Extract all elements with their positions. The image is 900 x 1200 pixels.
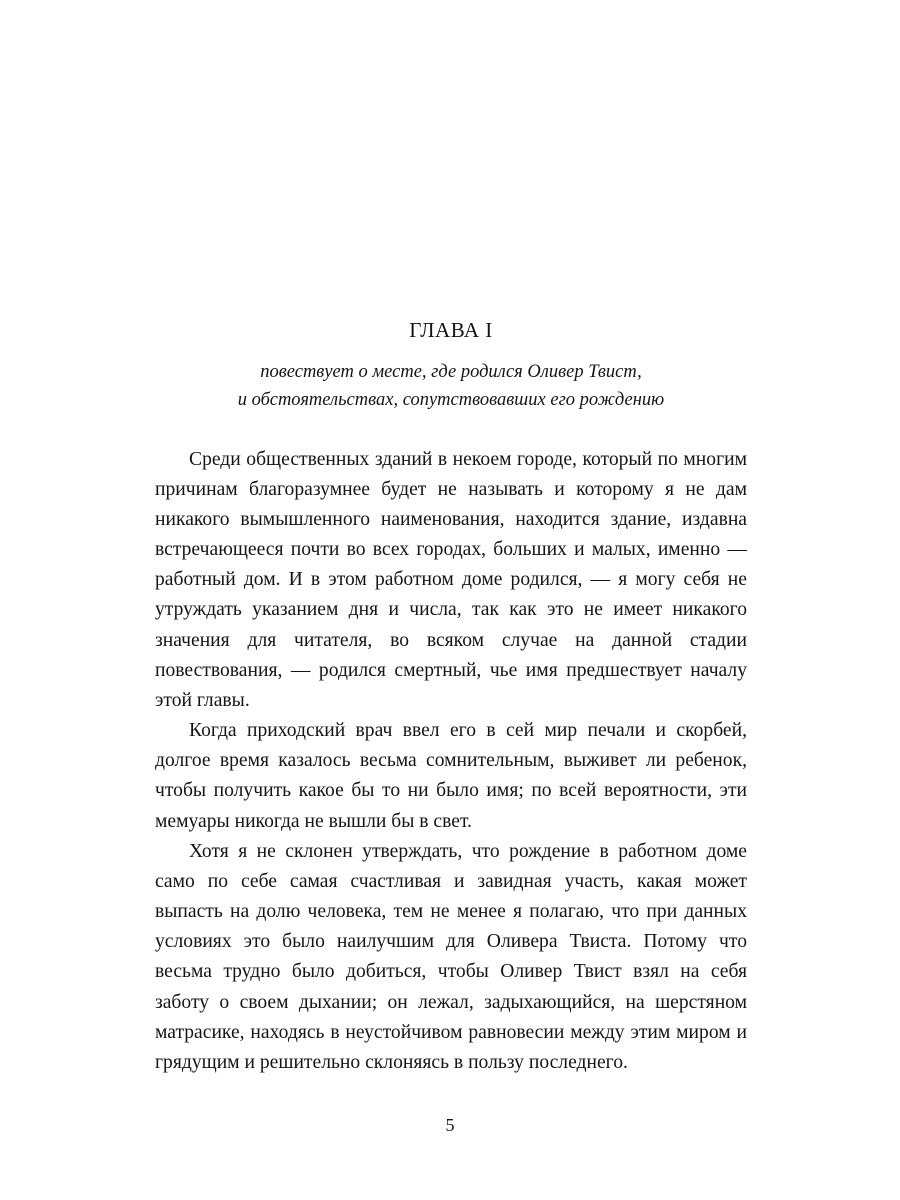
chapter-title: ГЛАВА I	[409, 318, 493, 342]
page-number: 5	[445, 1115, 455, 1135]
chapter-subtitle	[155, 359, 747, 415]
body-paragraph: Хотя я не склонен утверждать, что рождение в работном доме само по себе самая счастливая и завидная участь, какая может выпасть на долю человека, тем не менее я полагаю, что при данных условиях это было наилучшим для Оливера Твиста. Потому что весьма трудно было добиться, чтобы Оливер Твист взял на себя заботу о своем дыхании; он лежал, задыхающийся, на шерстяном матрасике, находясь в неустойчивом равновесии между этим миром и грядущим и решительно склоняясь в пользу последнего.	[155, 840, 747, 1073]
chapter-subtitle-line-1: повествует о месте, где родился Оливер Твист,	[260, 362, 642, 382]
body-paragraph: Когда приходский врач ввел его в сей мир печали и скорбей, долгое время казалось весьма сомнительным, выживет ли ребенок, чтобы получить какое бы то ни было имя; по всей вероятности, эти мемуары никогда не вышли бы в свет.	[155, 720, 747, 832]
chapter-subtitle-line-2: и обстоятельствах, сопутствовавших его рождению	[237, 389, 665, 410]
body-paragraph: Среди общественных зданий в некоем городе, который по многим причинам благоразумнее будет не называть и которому я не дам никакого вымышленного наименования, находится здание, издавна встречающееся почти во всех городах, больших и малых, именно — работный дом. И в этом работном доме родился, — я могу себя не утруждать указанием дня и числа, так как это не имеет никакого значения для читателя, во всяком случае на данной стадии повествования, — родился смертный, чье имя предшествует началу этой главы.	[155, 448, 747, 711]
page-text-block	[155, 318, 747, 1078]
